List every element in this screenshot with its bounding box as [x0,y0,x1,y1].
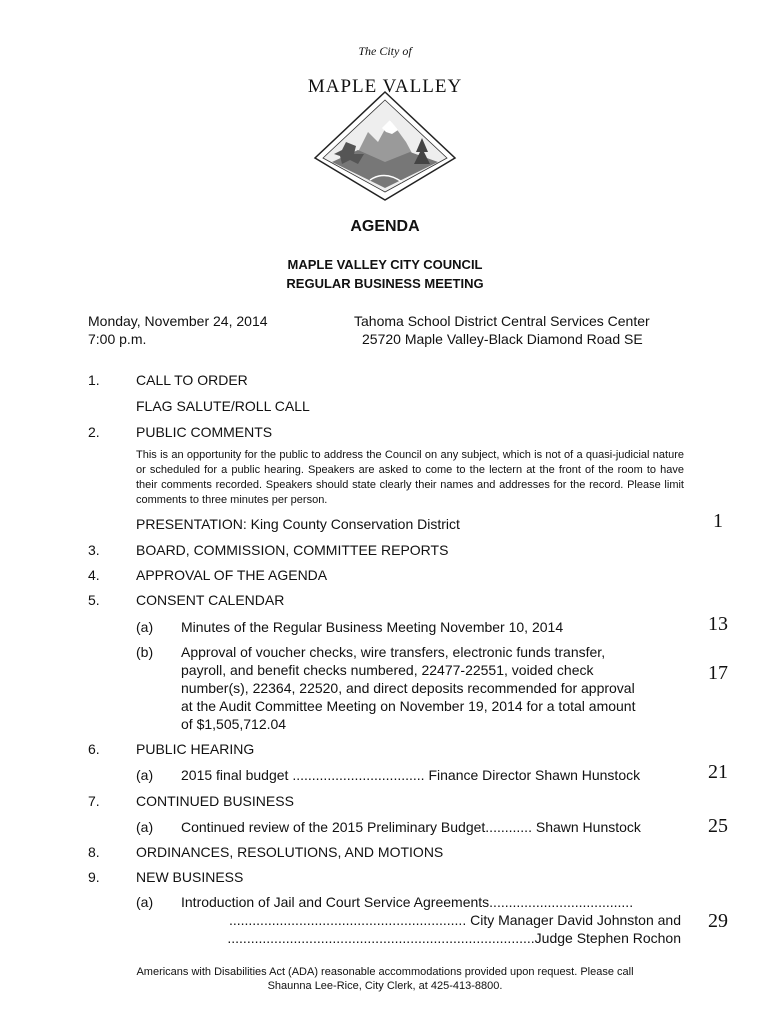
page-number: 13 [708,613,728,635]
item-call-to-order: CALL TO ORDER [136,372,248,388]
item-approval-agenda: APPROVAL OF THE AGENDA [136,567,328,583]
item-public-hearing: PUBLIC HEARING [136,741,255,757]
subitem-voucher-line: number(s), 22364, 22520, and direct deposits recommended for approval [181,680,635,696]
subitem-voucher-line: of $1,505,712.04 [181,716,287,732]
subitem-voucher-line: payroll, and benefit checks numbered, 22477-22551, voided check [181,662,594,678]
item-ordinances: ORDINANCES, RESOLUTIONS, AND MOTIONS [136,844,444,860]
agenda-title: AGENDA [350,218,420,235]
item-board-reports: BOARD, COMMISSION, COMMITTEE REPORTS [136,542,449,558]
item-number: 8. [88,844,100,860]
meeting-address: 25720 Maple Valley-Black Diamond Road SE [362,331,643,347]
council-name: MAPLE VALLEY CITY COUNCIL [287,257,483,272]
item-number: 2. [88,424,100,440]
item-number: 6. [88,741,100,757]
subitem-jail-court-line: ............................................................. City Manager David Johnston and [228,912,681,928]
subitem-letter: (a) [136,819,154,835]
item-public-comments: PUBLIC COMMENTS [136,424,273,440]
page-number: 21 [708,761,728,783]
item-number: 4. [88,567,100,583]
maple-valley-logo [310,90,460,202]
item-flag-salute: FLAG SALUTE/ROLL CALL [136,398,310,414]
meeting-type: REGULAR BUSINESS MEETING [286,276,484,291]
item-number: 1. [88,372,100,388]
item-new-business: NEW BUSINESS [136,869,244,885]
item-presentation: PRESENTATION: King County Conservation District [136,516,460,532]
meeting-time: 7:00 p.m. [88,331,147,347]
subitem-voucher-line: Approval of voucher checks, wire transfers, electronic funds transfer, [181,644,606,660]
subitem-jail-court-line: Introduction of Jail and Court Service Agreements..................................... [181,894,634,910]
footer-line: Shaunna Lee-Rice, City Clerk, at 425-413-8800. [267,980,503,992]
subitem-final-budget: 2015 final budget .................................. Finance Director Shawn Hunstock [181,767,641,783]
subitem-letter: (a) [136,619,154,635]
city-name: MAPLE VALLEY [307,76,463,97]
footer-line: Americans with Disabilities Act (ADA) reasonable accommodations provided upon request. Please call [136,966,634,978]
public-comments-note: This is an opportunity for the public to address the Council on any subject, which is not of a quasi-judicial nature or scheduled for a public hearing. Speakers are asked to come to the lectern at the front of the room to have their comments recorded. Speakers should state clearly their names and addresses for the record. Please limit comments to three minutes per person. [136,449,684,506]
subitem-letter: (b) [136,644,154,660]
item-continued-business: CONTINUED BUSINESS [136,793,294,809]
item-number: 5. [88,592,100,608]
subitem-letter: (a) [136,894,154,910]
meeting-location: Tahoma School District Central Services Center [354,313,650,329]
meeting-date: Monday, November 24, 2014 [88,313,268,329]
page-number: 29 [708,910,728,932]
city-of-text: The City of [358,44,412,58]
subitem-voucher-line: at the Audit Committee Meeting on November 19, 2014 for a total amount [181,698,636,714]
item-number: 3. [88,542,100,558]
page-number: 1 [713,510,723,532]
item-number: 9. [88,869,100,885]
subitem-jail-court-line: ...............................................................................Judge Stephen Rochon [227,930,681,946]
ada-footer [0,965,770,993]
page-number: 25 [708,815,728,837]
item-number: 7. [88,793,100,809]
subitem-minutes: Minutes of the Regular Business Meeting November 10, 2014 [181,619,564,635]
subitem-preliminary-budget: Continued review of the 2015 Preliminary Budget............ Shawn Hunstock [181,819,641,835]
page-number: 17 [708,662,728,684]
subitem-letter: (a) [136,767,154,783]
item-consent-calendar: CONSENT CALENDAR [136,592,285,608]
